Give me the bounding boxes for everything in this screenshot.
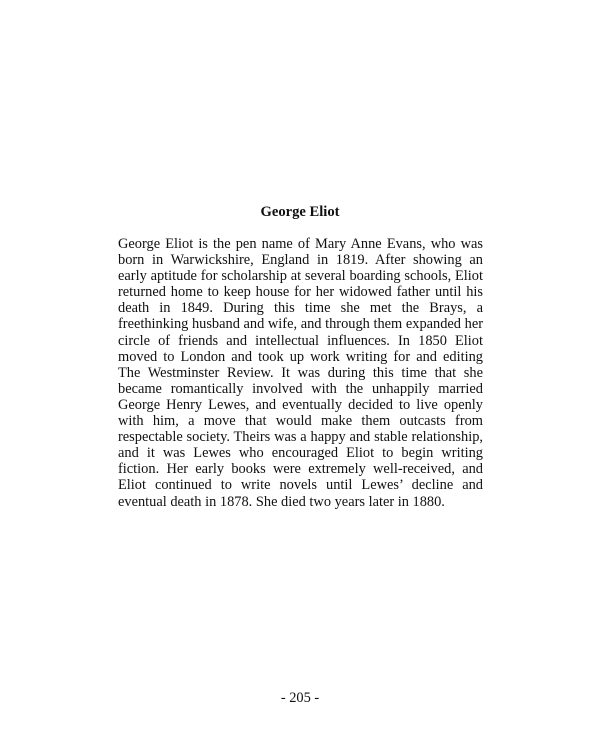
page-number: - 205 -: [280, 690, 320, 706]
body-paragraph: George Eliot is the pen name of Mary Anne Evans, who was born in Warwickshire, England in 1819. After showing an early aptitude for scholarship at several boarding schools, Eliot returned home to keep house for her widowed father until his death in 1849. During this time she met the Brays, a freethinking husband and wife, and through them expanded her circle of friends and intellectual influences. In 1850 Eliot moved to London and took up work writing for and editing The Westminster Review. It was during this time that she became romantically involved with the unhappily married George Henry Lewes, and eventually decided to live openly with him, a move that would make them outcasts from respectable society. Theirs was a happy and stable relationship, and it was Lewes who encouraged Eliot to begin writing fiction. Her early books were extremely well-received, and Eliot continued to write novels until Lewes’ decline and eventual death in 1878. She died two years later in 1880.: [118, 236, 483, 510]
page-title: George Eliot: [260, 204, 340, 220]
